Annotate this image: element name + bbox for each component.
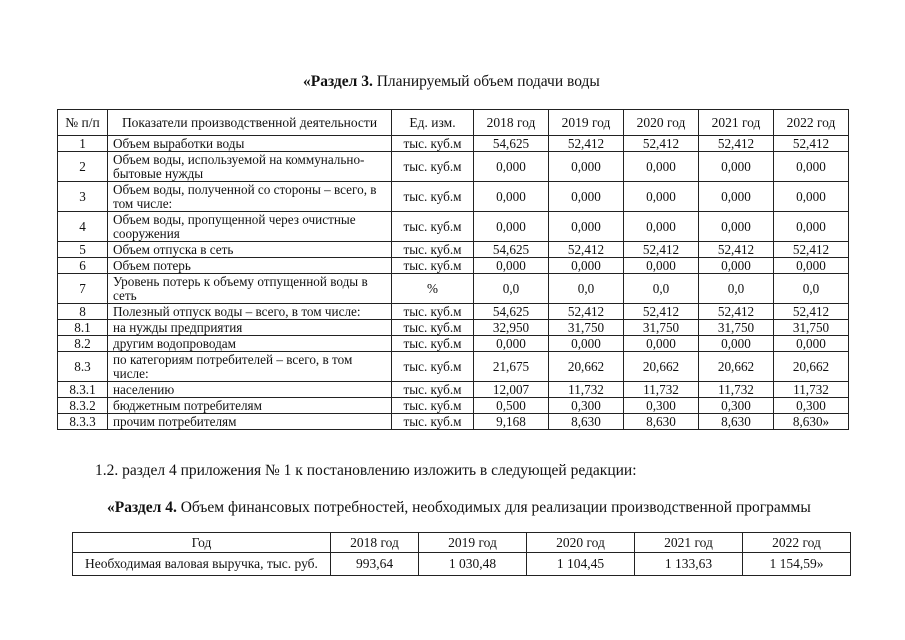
- row-value-2021: 0,000: [699, 336, 774, 352]
- col-header-2021: 2021 год: [635, 533, 743, 553]
- row-value-2018: 0,000: [474, 212, 549, 242]
- section3-title-rest: Планируемый объем подачи воды: [372, 73, 600, 90]
- table-row: [58, 258, 849, 274]
- row-value-2018: 0,000: [474, 258, 549, 274]
- row-value-2018: 54,625: [474, 242, 549, 258]
- row-value-2022: 20,662: [774, 352, 849, 382]
- row-unit: тыс. куб.м: [392, 258, 474, 274]
- amendment-note: 1.2. раздел 4 приложения № 1 к постановлению изложить в следующей редакции:: [95, 462, 637, 479]
- row-value-2020: 11,732: [624, 382, 699, 398]
- section4-title-rest: Объем финансовых потребностей, необходимых для реализации производственной программы: [176, 499, 811, 516]
- row-value-2019: 0,000: [549, 182, 624, 212]
- revenue-2019: 1 030,48: [419, 553, 527, 576]
- revenue-2018: 993,64: [331, 553, 419, 576]
- row-number: 8.3.1: [58, 382, 108, 398]
- row-value-2022: 8,630»: [774, 414, 849, 430]
- row-unit: тыс. куб.м: [392, 212, 474, 242]
- row-value-2018: 0,0: [474, 274, 549, 304]
- row-value-2020: 0,000: [624, 182, 699, 212]
- financial-needs-table: [72, 532, 851, 576]
- row-value-2018: 54,625: [474, 304, 549, 320]
- row-indicator: другим водопроводам: [108, 336, 392, 352]
- row-value-2022: 0,000: [774, 212, 849, 242]
- row-unit: тыс. куб.м: [392, 152, 474, 182]
- row-indicator: Полезный отпуск воды – всего, в том числе:: [108, 304, 392, 320]
- row-value-2021: 20,662: [699, 352, 774, 382]
- row-number: 4: [58, 212, 108, 242]
- row-value-2018: 32,950: [474, 320, 549, 336]
- row-number: 5: [58, 242, 108, 258]
- row-indicator: по категориям потребителей – всего, в том числе:: [108, 352, 392, 382]
- row-value-2022: 0,0: [774, 274, 849, 304]
- table-row: [58, 212, 849, 242]
- row-value-2022: 52,412: [774, 136, 849, 152]
- row-value-2021: 52,412: [699, 242, 774, 258]
- col-header-number: № п/п: [58, 110, 108, 136]
- row-value-2019: 52,412: [549, 242, 624, 258]
- row-indicator: Объем потерь: [108, 258, 392, 274]
- row-value-2019: 8,630: [549, 414, 624, 430]
- row-number: 8.2: [58, 336, 108, 352]
- table-row: [58, 182, 849, 212]
- row-unit: тыс. куб.м: [392, 242, 474, 258]
- row-value-2018: 12,007: [474, 382, 549, 398]
- row-number: 1: [58, 136, 108, 152]
- financial-header-row: [73, 533, 851, 553]
- row-number: 2: [58, 152, 108, 182]
- row-unit: тыс. куб.м: [392, 414, 474, 430]
- section3-title-bold: «Раздел 3.: [303, 73, 373, 90]
- row-unit: тыс. куб.м: [392, 136, 474, 152]
- row-value-2019: 0,300: [549, 398, 624, 414]
- row-value-2022: 0,000: [774, 152, 849, 182]
- col-header-2020: 2020 год: [624, 110, 699, 136]
- table-row: [58, 382, 849, 398]
- section4-title: [107, 499, 811, 517]
- revenue-2022: 1 154,59»: [743, 553, 851, 576]
- row-number: 7: [58, 274, 108, 304]
- row-value-2021: 0,0: [699, 274, 774, 304]
- row-value-2021: 11,732: [699, 382, 774, 398]
- row-value-2018: 0,500: [474, 398, 549, 414]
- table-row: [58, 304, 849, 320]
- row-number: 3: [58, 182, 108, 212]
- row-indicator: Объем выработки воды: [108, 136, 392, 152]
- row-value-2019: 52,412: [549, 136, 624, 152]
- row-value-2020: 0,0: [624, 274, 699, 304]
- col-header-indicator: Показатели производственной деятельности: [108, 110, 392, 136]
- financial-data-row: [73, 553, 851, 576]
- row-value-2021: 52,412: [699, 304, 774, 320]
- row-indicator: прочим потребителям: [108, 414, 392, 430]
- table-row: [58, 242, 849, 258]
- table-row: [58, 136, 849, 152]
- col-header-unit: Ед. изм.: [392, 110, 474, 136]
- row-unit: тыс. куб.м: [392, 398, 474, 414]
- row-value-2020: 52,412: [624, 242, 699, 258]
- row-value-2019: 0,000: [549, 212, 624, 242]
- row-value-2022: 0,000: [774, 182, 849, 212]
- row-value-2019: 52,412: [549, 304, 624, 320]
- row-unit: %: [392, 274, 474, 304]
- col-header-year: Год: [73, 533, 331, 553]
- row-number: 8.3.2: [58, 398, 108, 414]
- row-indicator: Объем воды, полученной со стороны – всего, в том числе:: [108, 182, 392, 212]
- row-value-2021: 0,000: [699, 258, 774, 274]
- row-indicator: населению: [108, 382, 392, 398]
- table-row: [58, 274, 849, 304]
- table-row: [58, 414, 849, 430]
- row-value-2018: 9,168: [474, 414, 549, 430]
- col-header-2018: 2018 год: [331, 533, 419, 553]
- row-value-2021: 52,412: [699, 136, 774, 152]
- row-value-2022: 0,300: [774, 398, 849, 414]
- row-value-2022: 0,000: [774, 336, 849, 352]
- row-value-2021: 0,000: [699, 182, 774, 212]
- table-row: [58, 336, 849, 352]
- row-indicator: Объем воды, пропущенной через очистные сооружения: [108, 212, 392, 242]
- table-row: [58, 152, 849, 182]
- row-unit: тыс. куб.м: [392, 352, 474, 382]
- row-indicator: на нужды предприятия: [108, 320, 392, 336]
- row-number: 8.3.3: [58, 414, 108, 430]
- row-unit: тыс. куб.м: [392, 320, 474, 336]
- row-value-2019: 0,000: [549, 258, 624, 274]
- row-indicator: Объем воды, используемой на коммунально-бытовые нужды: [108, 152, 392, 182]
- table-row: [58, 320, 849, 336]
- table-header-row: [58, 110, 849, 136]
- row-unit: тыс. куб.м: [392, 182, 474, 212]
- row-indicator: Объем отпуска в сеть: [108, 242, 392, 258]
- section4-title-bold: «Раздел 4.: [107, 499, 177, 516]
- row-number: 8: [58, 304, 108, 320]
- col-header-2022: 2022 год: [774, 110, 849, 136]
- row-value-2020: 52,412: [624, 304, 699, 320]
- row-value-2020: 31,750: [624, 320, 699, 336]
- row-value-2022: 31,750: [774, 320, 849, 336]
- row-value-2021: 0,300: [699, 398, 774, 414]
- row-number: 8.3: [58, 352, 108, 382]
- revenue-2021: 1 133,63: [635, 553, 743, 576]
- row-value-2021: 8,630: [699, 414, 774, 430]
- row-value-2020: 0,000: [624, 152, 699, 182]
- row-value-2018: 21,675: [474, 352, 549, 382]
- row-value-2020: 8,630: [624, 414, 699, 430]
- row-number: 8.1: [58, 320, 108, 336]
- col-header-2020: 2020 год: [527, 533, 635, 553]
- table-row: [58, 352, 849, 382]
- row-value-2020: 0,000: [624, 258, 699, 274]
- row-value-2019: 20,662: [549, 352, 624, 382]
- row-value-2022: 52,412: [774, 242, 849, 258]
- row-value-2021: 0,000: [699, 212, 774, 242]
- col-header-2019: 2019 год: [549, 110, 624, 136]
- col-header-2018: 2018 год: [474, 110, 549, 136]
- row-indicator: Уровень потерь к объему отпущенной воды в сеть: [108, 274, 392, 304]
- row-value-2020: 0,300: [624, 398, 699, 414]
- revenue-2020: 1 104,45: [527, 553, 635, 576]
- row-value-2020: 20,662: [624, 352, 699, 382]
- water-supply-table: [57, 109, 849, 430]
- row-value-2020: 52,412: [624, 136, 699, 152]
- revenue-label: Необходимая валовая выручка, тыс. руб.: [73, 553, 331, 576]
- row-unit: тыс. куб.м: [392, 304, 474, 320]
- section3-title: [303, 73, 600, 91]
- row-value-2021: 0,000: [699, 152, 774, 182]
- row-value-2018: 0,000: [474, 152, 549, 182]
- col-header-2021: 2021 год: [699, 110, 774, 136]
- row-value-2018: 0,000: [474, 336, 549, 352]
- row-value-2019: 0,000: [549, 152, 624, 182]
- row-unit: тыс. куб.м: [392, 336, 474, 352]
- row-value-2018: 0,000: [474, 182, 549, 212]
- col-header-2022: 2022 год: [743, 533, 851, 553]
- row-value-2022: 11,732: [774, 382, 849, 398]
- table-row: [58, 398, 849, 414]
- row-unit: тыс. куб.м: [392, 382, 474, 398]
- row-indicator: бюджетным потребителям: [108, 398, 392, 414]
- row-value-2020: 0,000: [624, 212, 699, 242]
- row-value-2022: 0,000: [774, 258, 849, 274]
- row-value-2019: 11,732: [549, 382, 624, 398]
- row-value-2019: 31,750: [549, 320, 624, 336]
- row-value-2021: 31,750: [699, 320, 774, 336]
- row-number: 6: [58, 258, 108, 274]
- row-value-2019: 0,000: [549, 336, 624, 352]
- row-value-2020: 0,000: [624, 336, 699, 352]
- row-value-2018: 54,625: [474, 136, 549, 152]
- row-value-2022: 52,412: [774, 304, 849, 320]
- col-header-2019: 2019 год: [419, 533, 527, 553]
- row-value-2019: 0,0: [549, 274, 624, 304]
